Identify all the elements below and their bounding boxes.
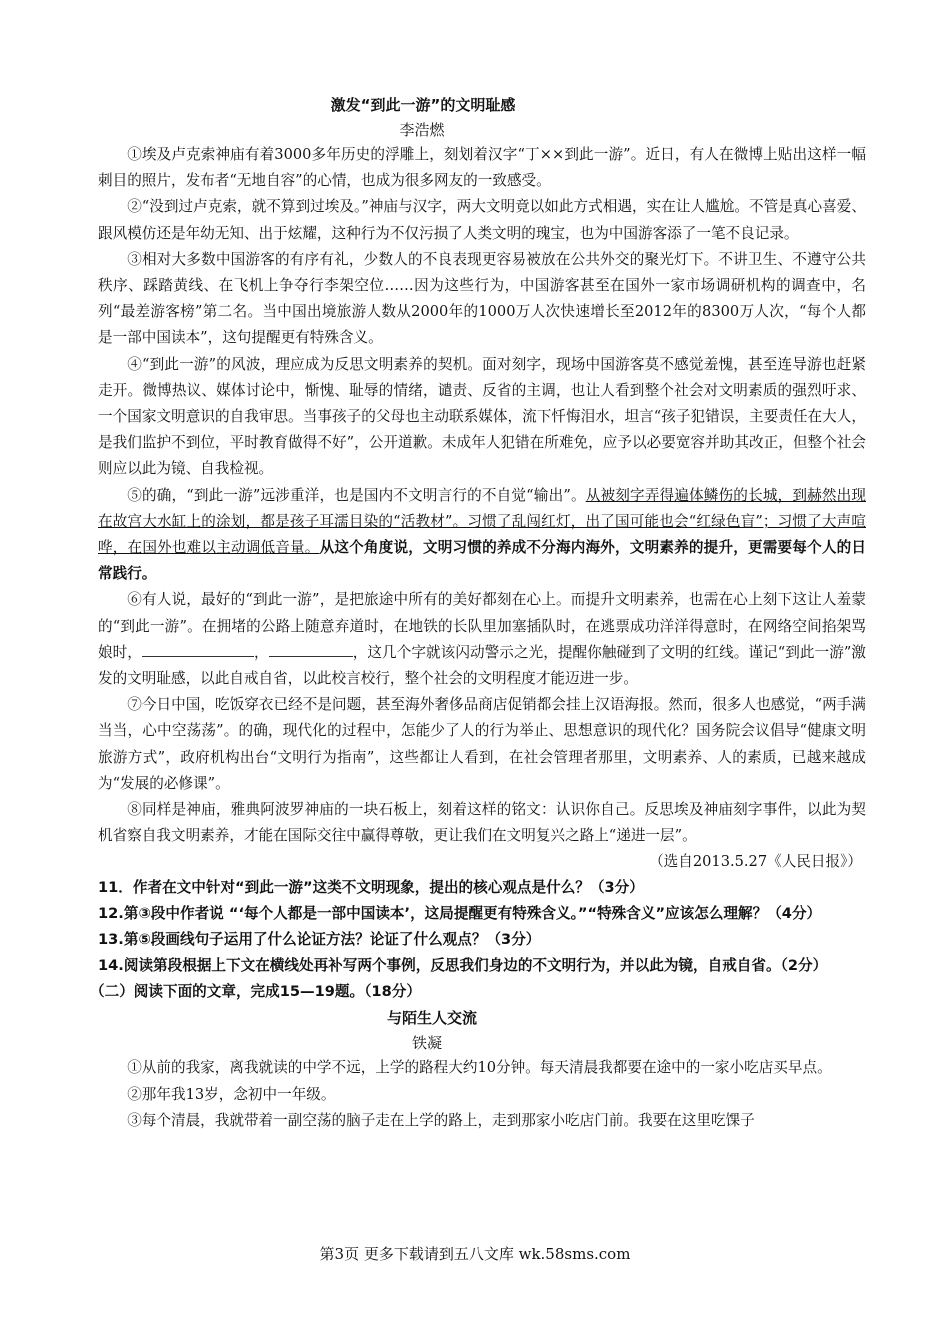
paragraph-6-separator: ，	[253, 643, 269, 661]
paragraph-6-start: ⑥有人说，最好的“到此一游”，是把旅途中所有的美好都刻在心上。而提升文明素养，也需在心上刻下这让人羞蒙的“到此一游”。在拥堵的公路上随意弃道时，在地铁的长队里加塞插队时，在逃票成功洋洋得意时，在网络空间掐架骂娘时，	[98, 591, 866, 661]
article-2-author: 铁凝	[411, 1034, 442, 1053]
article-author: 李浩燃	[399, 121, 445, 139]
article-2-title: 与陌生人交流	[386, 1009, 477, 1028]
section-heading: （二）阅读下面的文章，完成15—19题。（18分）	[90, 983, 421, 1001]
page-footer: 第3页 更多下载请到五八文库 wk.58sms.com	[319, 1245, 631, 1263]
paragraph-6	[98, 587, 866, 692]
question-11: 11．作者在文中针对“到此一游”这类不文明现象，提出的核心观点是什么？（3分）	[98, 879, 644, 897]
paragraph-6-end: ，这几个字就该闪动警示之光，提醒你触碰到了文明的红线。谨记“到此一游”激发的文明耻感，以此自戒自省，以此校言校行，整个社会的文明程度才能迈进一步。	[98, 643, 866, 688]
fill-blank-2[interactable]	[269, 642, 353, 657]
paragraph-5	[98, 483, 866, 588]
question-12: 12.第③段中作者说 “‘每个人都是一部中国读本’，这局提醒更有特殊含义。”“特殊含义”应该怎么理解？（4分）	[98, 905, 822, 923]
fill-blank-1[interactable]	[142, 642, 254, 657]
paragraph-8: ⑧同样是神庙，雅典阿波罗神庙的一块石板上，刻着这样的铭文：认识你自己。反思埃及神庙刻字事件，以此为契机省察自我文明素养，才能在国际交往中赢得尊敬，更让我们在文明复兴之路上“递进一层”。	[98, 801, 866, 845]
question-14: 14.阅读第段根据上下文在横线处再补写两个事例，反思我们身边的不文明行为，并以此为镜，自戒自省。（2分）	[98, 957, 828, 975]
paragraph-2: ②“没到过卢克索，就不算到过埃及。”神庙与汉字，两大文明竟以如此方式相遇，实在让人尴尬。不管是真心喜爱、跟风模仿还是年幼无知、出于炫耀，这种行为不仅污损了人类文明的瑰宝，也为中国游客添了一笔不良记录。	[98, 198, 866, 242]
paragraph-1: ①埃及卢克索神庙有着3000多年历史的浮雕上，刻划着汉字“丁××到此一游”。近日，有人在微博上贴出这样一幅刺目的照片，发布者“无地自容”的心情，也成为很多网友的一致感受。	[98, 146, 866, 190]
article-2-paragraph-3: ③每个清晨，我就带着一副空荡的脑子走在上学的路上，走到那家小吃店门前。我要在这里吃馃子	[127, 1111, 755, 1129]
article-source: （选自2013.5.27《人民日报》）	[649, 853, 862, 871]
document-page	[90, 92, 866, 1134]
paragraph-3: ③相对大多数中国游客的有序有礼，少数人的不良表现更容易被放在公共外交的聚光灯下。不讲卫生、不遵守公共秩序、踩踏黄线、在飞机上争夺行李架空位……因为这些行为，中国游客甚至在国外一家市场调研机构的调查中，名列“最差游客榜”第二名。当中国出境旅游人数从2000年的1000万人次快速增长至2012年的8300万人次，“每个人都是一部中国读本”，这句提醒更有特殊含义。	[98, 250, 866, 347]
article-title: 激发“到此一游”的文明耻感	[330, 96, 516, 114]
paragraph-5-underlined: 从被刻字弄得遍体鳞伤的长城，到赫然出现在故宫大水缸上的涂划，都是孩子耳濡目染的“活教材”。习惯了乱闯红灯，出了国可能也会“红绿色盲”；习惯了大声喧哗，在国外也难以主动调低音量。	[98, 486, 866, 557]
question-13: 13.第⑤段画线句子运用了什么论证方法？论证了什么观点？（3分）	[98, 931, 541, 949]
article-2-paragraph-1: ①从前的我家，离我就读的中学不远，上学的路程大约10分钟。每天清晨我都要在途中的一家小吃店买早点。	[127, 1059, 832, 1077]
article-2-paragraph-2: ②那年我13岁，念初中一年级。	[127, 1085, 336, 1103]
paragraph-4: ④“到此一游”的风波，理应成为反思文明素养的契机。面对刻字，现场中国游客莫不感觉羞愧，甚至连导游也赶紧走开。微博热议、媒体讨论中，惭愧、耻辱的情绪，谴责、反省的主调，也让人看到整个社会对文明素质的强烈吁求、一个国家文明意识的自我审思。当事孩子的父母也主动联系媒体，流下忏悔泪水，坦言“孩子犯错误，主要责任在大人，是我们监护不到位，平时教育做得不好”，公开道歉。未成年人犯错在所难免，应予以必要宽容并助其改正，但整个社会则应以此为镜、自我检视。	[98, 355, 866, 478]
paragraph-7: ⑦今日中国，吃饭穿衣已经不是问题，甚至海外奢侈品商店促销都会挂上汉语海报。然而，很多人也感觉，“两手满当当，心中空荡荡”。的确，现代化的过程中，怎能少了人的行为举止、思想意识的现代化？国务院会议倡导“健康文明旅游方式”，政府机构出台“文明行为指南”，这些都让人看到，在社会管理者那里，文明素养、人的素质，已越来越成为“发展的必修课”。	[98, 696, 866, 792]
paragraph-5-bold: 从这个角度说，文明习惯的养成不分海内海外，文明素养的提升，更需要每个人的日常践行。	[98, 539, 866, 583]
paragraph-5-intro: ⑤的确，“到此一游”远涉重洋，也是国内不文明言行的不自觉“输出”。	[127, 486, 586, 504]
